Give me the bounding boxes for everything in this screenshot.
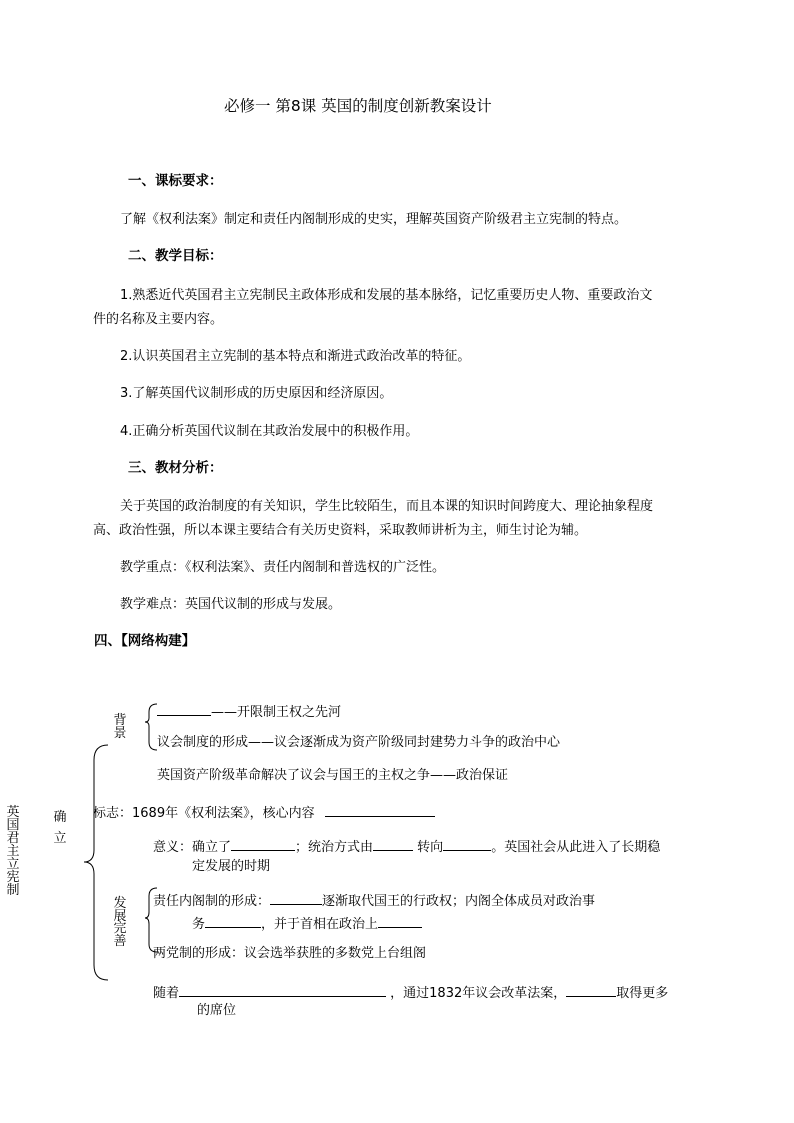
objective-item: 2.认识英国君主立宪制的基本特点和渐进式政治改革的特征。 [120,349,471,364]
meaning-item-continuation: 定发展的时期 [192,859,271,874]
meaning-item: 意义：确立了 ；统治方式由 转向 。英国社会从此进入了长期稳 [153,840,661,855]
reform-item-continuation: 的席位 [197,1003,237,1018]
blank-line[interactable] [270,892,322,905]
sign-item: 标志：1689年《权利法案》，核心内容 [93,804,435,820]
page-title: 必修一 第8课 英国的制度创新教案设计 [224,97,492,115]
blank-line[interactable] [179,984,386,997]
section-heading-curriculum: 一、课标要求： [128,173,223,189]
blank-line[interactable] [373,838,413,851]
objective-item: 4.正确分析英国代议制在其政治发展中的积极作用。 [120,424,419,439]
blank-line[interactable] [378,915,422,928]
cabinet-item: 责任内阁制的形成： 逐渐取代国王的行政权；内阁全体成员对政治事 [153,894,596,909]
analysis-paragraph-line2: 高、政治性强，所以本课主要结合有关历史资料，采取教师讲析为主，师生讨论为辅。 [93,523,588,538]
reform-item: 随着 ，通过1832年议会改革法案， 取得更多 [153,986,669,1001]
bg-item-1: ——开限制王权之先河 [157,703,341,719]
key-point: 教学重点：《权利法案》、责任内阁制和普选权的广泛性。 [120,560,446,575]
section-heading-objectives: 二、教学目标： [128,248,223,264]
blank-line[interactable] [443,838,491,851]
background-label: 背景 [113,713,127,741]
diagram-root-label: 英国君主立宪制 [6,805,20,898]
section-heading-analysis: 三、教材分析： [128,460,223,476]
cabinet-item-continuation: 务 ，并于首相在政治上 [192,915,422,931]
blank-line[interactable] [325,804,435,817]
revolution-item: 英国资产阶级革命解决了议会与国王的主权之争——政治保证 [157,768,509,783]
section-heading-network: 四、【网络构建】 [94,633,196,649]
blank-line[interactable] [157,703,211,716]
objective-item-continuation: 件的名称及主要内容。 [93,312,224,327]
bg-item-2: 议会制度的形成——议会逐渐成为资产阶级同封建势力斗争的政治中心 [157,735,561,750]
establish-label: 确立 [53,810,67,846]
objective-item: 1.熟悉近代英国君主立宪制民主政体形成和发展的基本脉络，记忆重要历史人物、重要政治文 [120,288,653,303]
blank-line[interactable] [566,984,616,997]
blank-line[interactable] [205,915,261,928]
difficulty-point: 教学难点：英国代议制的形成与发展。 [120,597,342,612]
analysis-paragraph-line1: 关于英国的政治制度的有关知识，学生比较陌生，而且本课的知识时间跨度大、理论抽象程度 [120,499,654,514]
blank-line[interactable] [231,838,295,851]
curriculum-text: 了解《权利法案》制定和责任内阁制形成的史实，理解英国资产阶级君主立宪制的特点。 [120,212,628,227]
objective-item: 3.了解英国代议制形成的历史原因和经济原因。 [120,386,393,401]
development-label: 发展完善 [113,896,127,950]
party-item: 两党制的形成：议会选举获胜的多数党上台组阁 [153,946,427,961]
